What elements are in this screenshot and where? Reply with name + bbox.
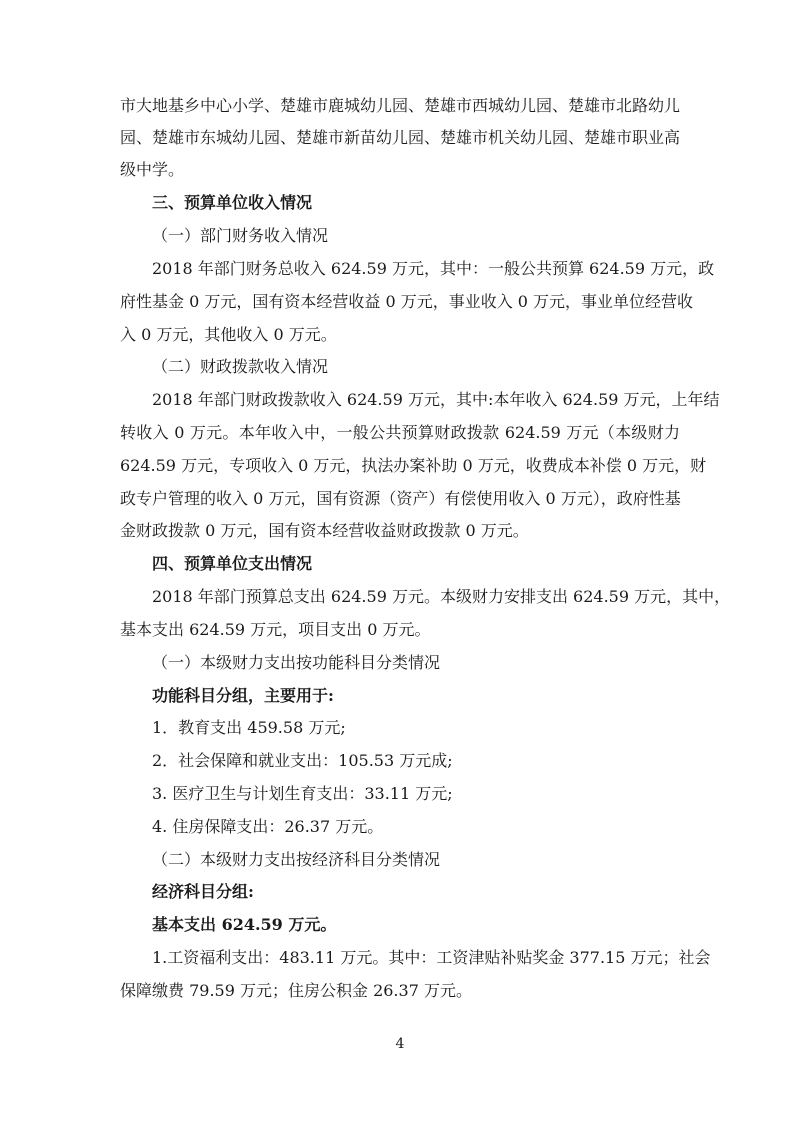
list-item: 3. 医疗卫生与计划生育支出：33.11 万元; [152, 784, 453, 803]
text-line: 府性基金 0 万元，国有资本经营收益 0 万元，事业收入 0 万元，事业单位经营收 [120, 292, 694, 311]
section-heading: 四、预算单位支出情况 [152, 554, 313, 573]
text-line: 624.59 万元，专项收入 0 万元，执法办案补助 0 万元，收费成本补偿 0 万元，财 [120, 456, 707, 475]
text-line: 基本支出 624.59 万元，项目支出 0 万元。 [120, 620, 431, 639]
text-line: 2018 年部门预算总支出 624.59 万元。本级财力安排支出 624.59 万元，其中， [152, 587, 731, 606]
subsection-heading: （一）本级财力支出按功能科目分类情况 [152, 653, 441, 672]
subsection-heading: （二）本级财力支出按经济科目分类情况 [152, 850, 441, 869]
list-item: 4. 住房保障支出：26.37 万元。 [152, 817, 384, 836]
text-line: 2018 年部门财务总收入 624.59 万元，其中：一般公共预算 624.59 万元，政 [152, 259, 715, 278]
text-line: 级中学。 [120, 160, 185, 179]
bold-label: 经济科目分组: [152, 882, 254, 901]
text-line: 转收入 0 万元。本年收入中，一般公共预算财政拨款 624.59 万元（本级财力 [120, 423, 680, 442]
text-line: 园、楚雄市东城幼儿园、楚雄市新苗幼儿园、楚雄市机关幼儿园、楚雄市职业高 [120, 128, 681, 147]
section-heading: 三、预算单位收入情况 [152, 193, 313, 212]
bold-label: 基本支出 624.59 万元。 [152, 915, 337, 934]
text-line: 入 0 万元，其他收入 0 万元。 [120, 325, 337, 344]
page-number: 4 [395, 1036, 405, 1052]
subsection-heading: （一）部门财务收入情况 [152, 226, 329, 245]
text-line: 市大地基乡中心小学、楚雄市鹿城幼儿园、楚雄市西城幼儿园、楚雄市北路幼儿 [120, 96, 681, 115]
text-line: 保障缴费 79.59 万元；住房公积金 26.37 万元。 [120, 981, 472, 1000]
text-line: 金财政拨款 0 万元，国有资本经营收益财政拨款 0 万元。 [120, 521, 529, 540]
list-item: 1．教育支出 459.58 万元; [152, 718, 346, 737]
text-line: 2018 年部门财政拨款收入 624.59 万元，其中:本年收入 624.59 万元，上年结 [152, 390, 720, 409]
bold-label: 功能科目分组，主要用于: [152, 686, 334, 705]
text-line: 1.工资福利支出：483.11 万元。其中：工资津贴补贴奖金 377.15 万元；社会 [152, 948, 711, 967]
text-line: 政专户管理的收入 0 万元，国有资源（资产）有偿使用收入 0 万元），政府性基 [120, 489, 681, 508]
list-item: 2．社会保障和就业支出：105.53 万元成; [152, 751, 453, 770]
subsection-heading: （二）财政拨款收入情况 [152, 357, 329, 376]
